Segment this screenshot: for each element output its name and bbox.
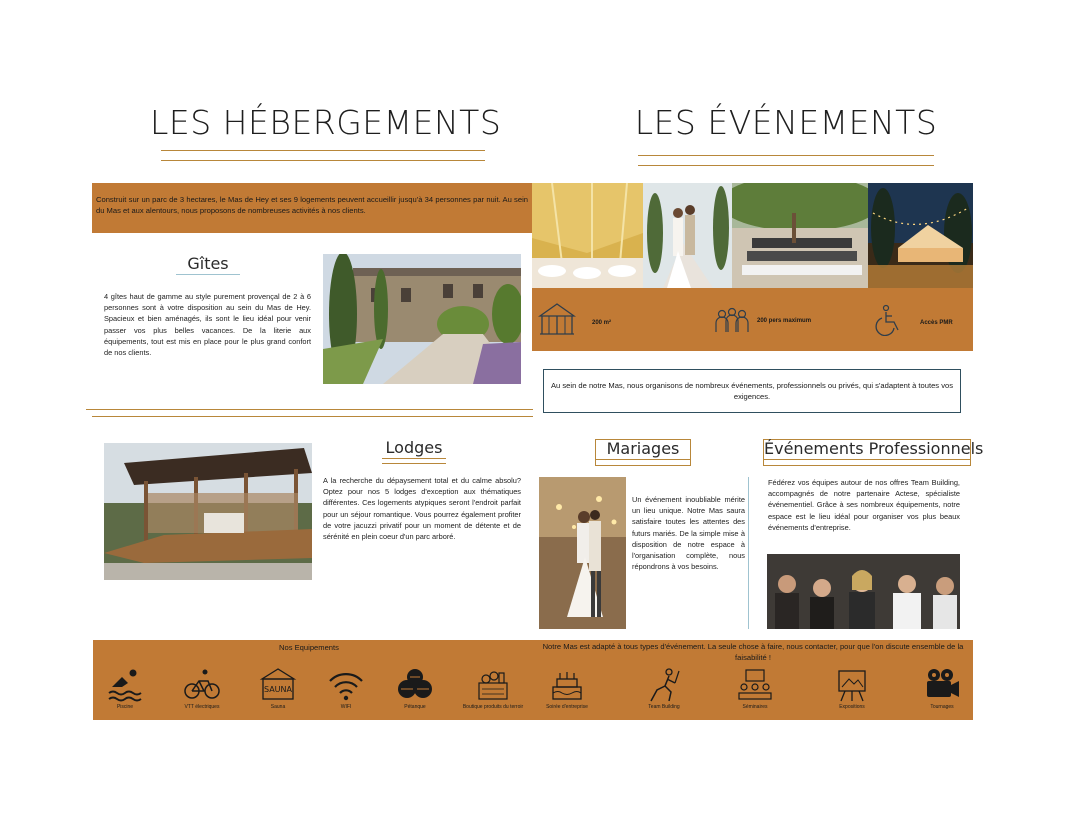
swimmer-icon — [106, 667, 144, 703]
gites-underline — [176, 274, 240, 275]
event-team-building — [633, 667, 695, 710]
lodges-text: A la recherche du dépaysement total et du calme absolu? Optez pour nos 5 lodges d'exception aux thématiques différentes. Ces logements atypiques seront l'endroit parfait pour un séjour romantique. Vous pourrez également profiter de votre jacuzzi privatif pour un moment de détente et de sérénité en plein coeur d'un parc arboré. — [323, 476, 521, 542]
lodges-underline — [382, 463, 446, 464]
divider-line — [161, 160, 485, 161]
pro-title-box — [763, 439, 984, 465]
equipment-label: Pétanque — [404, 704, 426, 710]
divider-line — [638, 155, 934, 156]
equipment-sauna — [247, 667, 309, 710]
equipment-label: Piscine — [116, 704, 134, 710]
mariages-underline — [595, 459, 691, 460]
event-seminaires — [724, 667, 786, 710]
equipment-label: VTT électriques — [184, 704, 220, 710]
equipment-label: Boutique produits du terroir — [462, 704, 524, 710]
gites-photo — [323, 254, 521, 384]
divider-line — [92, 416, 533, 417]
event-photo-night — [868, 183, 973, 288]
stat-capacity: 200 pers maximum — [757, 318, 812, 324]
pro-underline — [763, 465, 971, 466]
camera-icon — [923, 667, 961, 703]
event-photo-couple — [643, 183, 732, 288]
hebergements-intro-band — [92, 183, 532, 233]
lodges-underline — [382, 458, 446, 459]
evenements-footer-text: Notre Mas est adapté à tous types d'événement. La seule chose à faire, nous contacter, pour que l'on discute ensemble de la faisabilité ! — [542, 642, 964, 662]
evenements-intro-text: Au sein de notre Mas, nous organisons de nombreux événements, professionnels ou privés, qui s'adaptent à toutes vos exigences. — [550, 381, 954, 401]
equipment-label: WIFI — [340, 704, 352, 710]
tent-icon — [538, 302, 576, 336]
pro-text: Fédérez vos équipes autour de nos offres Team Building, accompagnés de notre partenaire Actese, spécialiste événementiel. Grâce à ses nombreux équipements, notre espace est le lieu idéal pour organiser vos plus beaux événements d'entreprise. — [768, 478, 960, 532]
sauna-icon — [259, 667, 297, 703]
mariages-underline — [595, 465, 691, 466]
equipment-petanque — [384, 667, 446, 710]
lodges-photo — [104, 443, 312, 580]
hiker-icon — [645, 667, 683, 703]
wheelchair-icon — [872, 304, 904, 336]
people-icon — [713, 306, 751, 334]
seminar-icon — [736, 667, 774, 703]
easel-icon — [833, 667, 871, 703]
shop-icon — [474, 667, 512, 703]
event-label: Soirée d'entreprise — [546, 704, 588, 710]
mariages-text: Un événement inoubliable mérite un lieu unique. Notre Mas saura satisfaire toutes les attentes des futurs mariés. De la simple mise à disposition de notre espace à l'organisation complète, nous répondrons à vos besoins. — [632, 495, 745, 572]
evenements-intro-box — [543, 369, 961, 413]
gites-text: 4 gîtes haut de gamme au style purement provençal de 2 à 6 personnes sont à votre disposition au sein du Mas de Hey. Spacieux et bien aménagés, ils sont le lieu idéal pour venir passer vos plus belles vacances. De la literie aux équipements, tout est mis en place pour le plus grand confort de nos clients. — [104, 292, 311, 358]
pro-photo — [767, 554, 960, 629]
event-label: Team Building — [648, 704, 680, 710]
evenements-title: LES ÉVÉNEMENTS — [634, 103, 938, 142]
equipment-label: Sauna — [270, 704, 286, 710]
equipment-boutique — [462, 667, 524, 710]
pro-title: Événements Professionnels — [764, 439, 984, 458]
event-soiree — [536, 667, 598, 710]
divider-line — [638, 165, 934, 166]
hebergements-title: LES HÉBERGEMENTS — [150, 103, 502, 142]
event-label: Tournages — [930, 704, 954, 710]
event-expositions — [821, 667, 883, 710]
bicycle-icon — [183, 667, 221, 703]
event-photo-tent — [532, 183, 643, 288]
petanque-icon — [396, 667, 434, 703]
gites-title: Gîtes — [187, 254, 229, 273]
column-divider — [748, 477, 749, 629]
mariages-title: Mariages — [606, 439, 680, 458]
cake-icon — [548, 667, 586, 703]
lodges-title: Lodges — [385, 438, 443, 457]
event-label: Expositions — [839, 704, 865, 710]
equipment-piscine — [94, 667, 156, 710]
svg-text:SAUNA: SAUNA — [263, 685, 293, 694]
hebergements-intro-text: Construit sur un parc de 3 hectares, le Mas de Hey et ses 9 logements peuvent accueillir jusqu'à 34 personnes par nuit. Au sein du Mas et aux alentours, nous proposons de nombreuses activités à nos clients. — [96, 195, 528, 215]
stat-surface: 200 m² — [592, 320, 612, 326]
event-photo-ceremony — [732, 183, 868, 288]
divider-line — [161, 150, 485, 151]
mariages-title-box — [595, 439, 691, 465]
equipment-vtt — [171, 667, 233, 710]
stat-pmr: Accès PMR — [920, 320, 953, 326]
equipements-title: Nos Equipements — [279, 643, 339, 652]
event-tournages — [911, 667, 973, 710]
equipment-wifi — [315, 667, 377, 710]
divider-line — [86, 409, 533, 410]
event-label: Séminaires — [742, 704, 768, 710]
mariages-photo — [539, 477, 626, 629]
pro-underline — [763, 459, 971, 460]
wifi-icon — [327, 667, 365, 703]
